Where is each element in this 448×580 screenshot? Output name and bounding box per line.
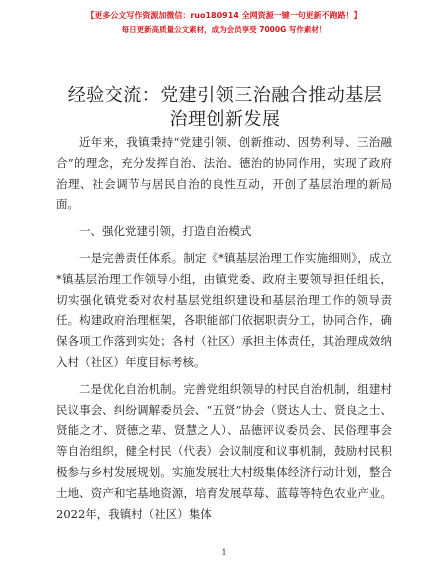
- promo-banner-line-2: 每日更新高质量公文素材，成为会员享受 7000G 写作素材！: [121, 25, 327, 34]
- paragraph-responsibility: 一是完善责任体系。制定《*镇基层治理工作实施细则》，成立*镇基层治理工作领导小组，由镇党委、政府主要领导担任组长，切实强化镇党委对农村基层党组织建设和基层治理工作的领导责任。构建政府治理框架，各职能部门依据职责分工，协同合作，确保各项工作落到实处；各村（社区）承担主体责任，其治理成效纳入村（社区）年度目标考核。: [56, 250, 392, 369]
- document-title: 经验交流：党建引领三治融合推动基层治理创新发展: [67, 85, 383, 130]
- paragraph-self-governance: 二是优化自治机制。完善党组织领导的村民自治机制，组建村民议事会、纠纷调解委员会、“五贤”协会（贤达人士、贤良之士、贤能之才、贤德之辈、贤慧之人）、品德评议委员会、民俗理事会等自治组织，健全村民（代表）会议制度和议事机制，鼓励村民积极参与乡村发展规划。实施发展壮大村级集体经济行动计划，整合土地、资产和宅基地资源，培育发展草莓、蓝莓等特色农业产业。2022年，我镇村（社区）集体: [56, 381, 392, 521]
- page-number: 1: [221, 548, 227, 557]
- document-body: [56, 132, 392, 524]
- promo-banner-line-1: 【更多公文写作资源加微信：ruo180914 全网资源一键一句更新不跑路！】: [86, 11, 362, 20]
- section-heading-1: 一、强化党建引领，打造自治模式: [79, 224, 252, 239]
- paragraph-intro: 近年来，我镇秉持“党建引领、创新推动、因势利导、三治融合”的理念，充分发挥自治、法治、德治的协同作用，实现了政府治理、社会调节与居民自治的良性互动，开创了基层治理的新局面。: [56, 135, 392, 212]
- promo-banner: [0, 10, 448, 36]
